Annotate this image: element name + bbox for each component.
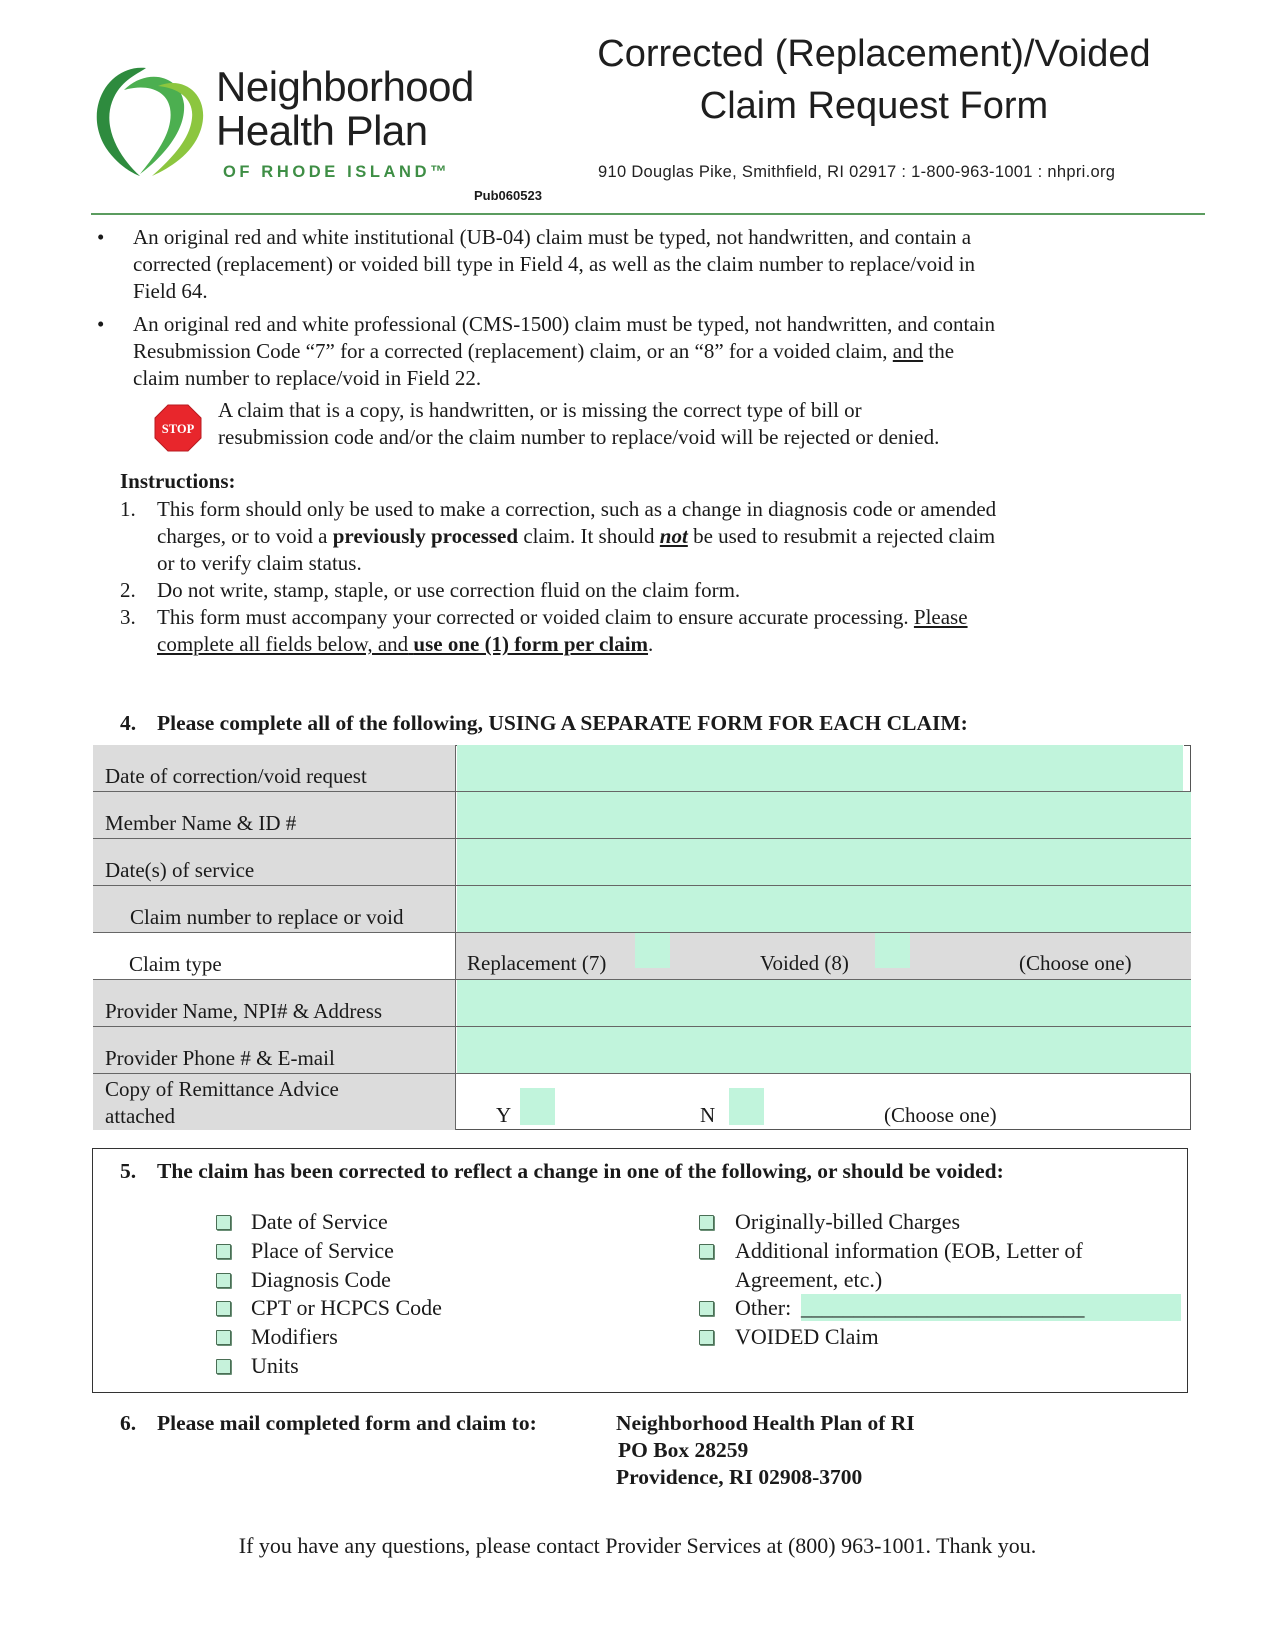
section-5-num: 5. — [120, 1159, 137, 1183]
bullet-1-dot: • — [97, 225, 105, 249]
heart-swirl-logo-icon — [88, 60, 218, 180]
bullet-1-line3: Field 64. — [133, 279, 208, 303]
voided-option-label: Voided (8) — [760, 951, 849, 975]
voided-claim-checkbox[interactable] — [699, 1330, 714, 1345]
table-row — [93, 980, 1191, 1027]
logo-wordmark-line1: Neighborhood — [216, 63, 474, 110]
option-label: Date of Service — [251, 1209, 388, 1234]
table-row — [93, 886, 1191, 933]
option-label: VOIDED Claim — [735, 1324, 879, 1349]
row-label: Provider Phone # & E-mail — [93, 1027, 456, 1073]
row-label: Claim type — [93, 933, 456, 979]
page-title — [560, 28, 1188, 132]
mailing-address-line3: Providence, RI 02908-3700 — [616, 1465, 863, 1489]
mailing-address — [616, 1410, 915, 1491]
logo-wordmark-line3: OF RHODE ISLAND™ — [223, 163, 451, 181]
date-of-correction-field[interactable] — [457, 745, 1184, 791]
mailing-address-line2: PO Box 28259 — [618, 1438, 749, 1462]
stop-warning — [218, 397, 1178, 451]
section-6-heading: Please mail completed form and claim to: — [157, 1411, 537, 1435]
section-4-num: 4. — [120, 711, 137, 735]
option-label: Units — [251, 1353, 299, 1378]
remittance-no-checkbox[interactable] — [729, 1088, 764, 1125]
table-row — [93, 745, 1191, 792]
bullet-1-line2: corrected (replacement) or voided bill type in Field 4, as well as the claim number to replace/void in — [133, 252, 976, 276]
place-of-service-checkbox[interactable] — [216, 1244, 231, 1259]
stop-warning-line1: A claim that is a copy, is handwritten, or is missing the correct type of bill or — [218, 398, 862, 422]
bullet-2-line2: Resubmission Code “7” for a corrected (replacement) claim, or an “8” for a voided claim, and the — [133, 339, 955, 363]
section-6-num: 6. — [120, 1411, 137, 1435]
row-label: Provider Name, NPI# & Address — [93, 980, 456, 1026]
other-blank-line: ___________________________ — [801, 1296, 1085, 1320]
remittance-no-label: N — [700, 1103, 716, 1127]
publication-code: Pub060523 — [474, 188, 542, 203]
modifiers-checkbox[interactable] — [216, 1330, 231, 1345]
emphasis-not: not — [659, 524, 688, 548]
title-line2: Claim Request Form — [699, 85, 1049, 127]
option-label: CPT or HCPCS Code — [251, 1295, 442, 1320]
option-label: Originally-billed Charges — [735, 1209, 961, 1234]
bullet-2-line1: An original red and white professional (CMS-1500) claim must be typed, not handwritten, and contain — [133, 312, 995, 336]
other-checkbox[interactable] — [699, 1301, 714, 1316]
option-label: Modifiers — [251, 1324, 338, 1349]
stop-sign-label: STOP — [161, 422, 195, 436]
row-label: Member Name & ID # — [93, 792, 456, 838]
table-row — [93, 792, 1191, 839]
instruction-1: This form should only be used to make a correction, such as a change in diagnosis code or amended charges, or to void a previously processed claim. It should not be used to resubmit a rejected claim or to verify claim status. — [157, 497, 997, 575]
table-row — [93, 1027, 1191, 1074]
table-row — [93, 1074, 1191, 1130]
remittance-yes-checkbox[interactable] — [520, 1088, 555, 1125]
row-label: Date of correction/void request — [93, 745, 456, 791]
row-label: Copy of Remittance Advice attached — [93, 1074, 456, 1130]
replacement-option-label: Replacement (7) — [467, 951, 607, 975]
replacement-checkbox[interactable] — [635, 933, 670, 968]
instruction-1-num: 1. — [120, 497, 136, 521]
option-label: Additional information (EOB, Letter of — [735, 1238, 1083, 1263]
header-divider — [91, 213, 1205, 215]
nhpri-logo — [88, 60, 488, 180]
bullet-2-line3: claim number to replace/void in Field 22. — [133, 366, 482, 390]
additional-information-checkbox[interactable] — [699, 1244, 714, 1259]
choose-one-note: (Choose one) — [1019, 951, 1132, 975]
bullet-1 — [133, 224, 1193, 305]
bullet-2 — [133, 311, 1193, 392]
instruction-2: Do not write, stamp, staple, or use correction fluid on the claim form. — [157, 578, 741, 602]
contact-address: 910 Douglas Pike, Smithfield, RI 02917 : 1-800-963-1001 : nhpri.org — [598, 163, 1116, 181]
claim-number-field[interactable] — [457, 886, 1191, 932]
voided-checkbox[interactable] — [875, 933, 910, 968]
section-5-heading: The claim has been corrected to reflect a change in one of the following, or should be voided: — [157, 1159, 1004, 1183]
mailing-address-line1: Neighborhood Health Plan of RI — [616, 1411, 915, 1435]
section-4-heading: Please complete all of the following, USING A SEPARATE FORM FOR EACH CLAIM: — [157, 711, 968, 735]
dates-of-service-field[interactable] — [457, 839, 1191, 885]
row-label: Date(s) of service — [93, 839, 456, 885]
option-label: Place of Service — [251, 1238, 394, 1263]
instruction-2-num: 2. — [120, 578, 136, 602]
title-line1: Corrected (Replacement)/Voided — [597, 33, 1151, 75]
option-label: Agreement, etc.) — [735, 1267, 883, 1292]
table-row — [93, 839, 1191, 886]
bullet-1-line1: An original red and white institutional (UB-04) claim must be typed, not handwritten, and contain a — [133, 225, 972, 249]
underlined-and: and — [892, 339, 924, 363]
option-label: Diagnosis Code — [251, 1267, 391, 1292]
originally-billed-charges-checkbox[interactable] — [699, 1215, 714, 1230]
choose-one-note: (Choose one) — [884, 1103, 997, 1127]
logo-wordmark-line2: Health Plan — [216, 107, 428, 154]
provider-phone-email-field[interactable] — [457, 1027, 1191, 1073]
diagnosis-code-checkbox[interactable] — [216, 1273, 231, 1288]
units-checkbox[interactable] — [216, 1359, 231, 1374]
remittance-yes-label: Y — [496, 1103, 512, 1127]
row-label: Claim number to replace or void — [93, 886, 456, 932]
provider-name-npi-address-field[interactable] — [457, 980, 1191, 1026]
bullet-2-dot: • — [97, 312, 105, 336]
member-name-id-field[interactable] — [457, 792, 1191, 838]
instructions-heading: Instructions: — [120, 469, 236, 493]
stop-warning-line2: resubmission code and/or the claim number to replace/void will be rejected or denied. — [218, 425, 940, 449]
instruction-3-num: 3. — [120, 605, 136, 629]
table-row — [93, 933, 1191, 980]
stop-sign-icon — [154, 404, 202, 452]
date-of-service-checkbox[interactable] — [216, 1215, 231, 1230]
cpt-hcpcs-code-checkbox[interactable] — [216, 1301, 231, 1316]
other-text-field[interactable] — [801, 1294, 1181, 1321]
instruction-3: This form must accompany your corrected or voided claim to ensure accurate processing. Please complete all fields below, and use one (1) form per claim. — [157, 605, 968, 656]
footer-contact-note: If you have any questions, please contact Provider Services at (800) 963-1001. Thank you. — [238, 1533, 1037, 1558]
option-label: Other: — [735, 1295, 792, 1320]
